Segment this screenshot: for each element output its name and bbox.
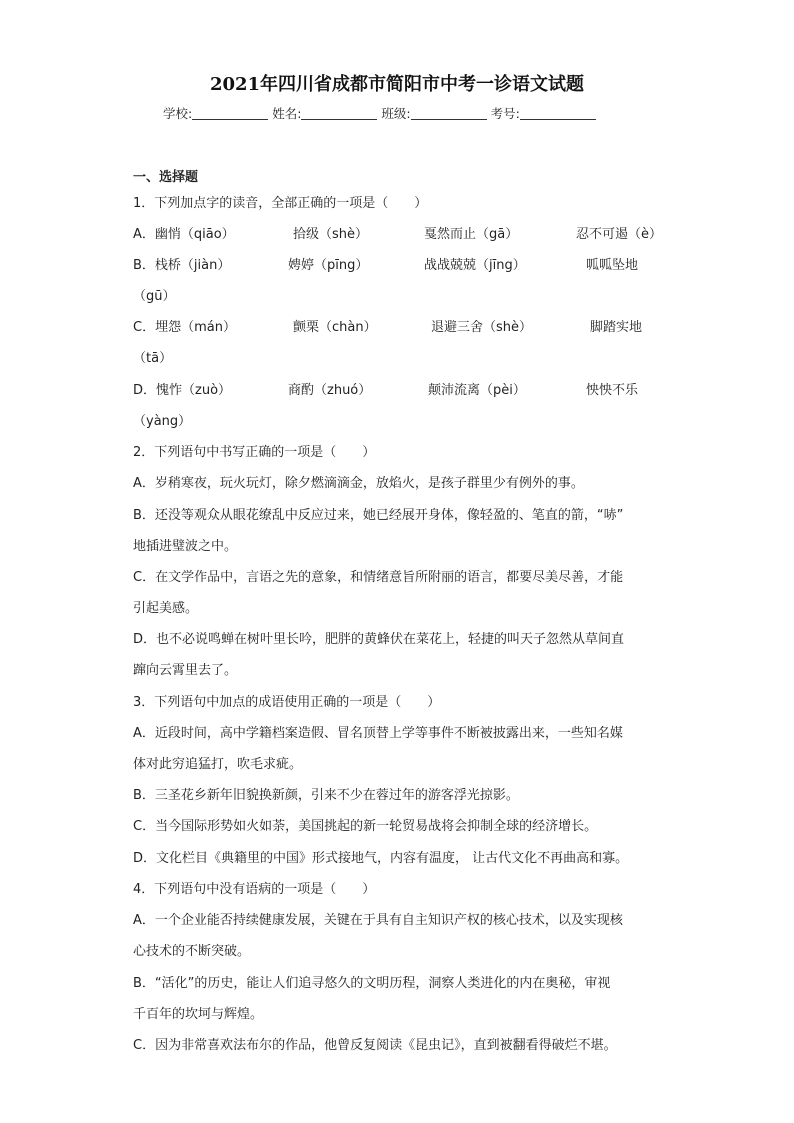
page-title: 2021年四川省成都市简阳市中考一诊语文试题 [209,74,585,95]
q1-option-a-1: A．幽悄（qiāo） [133,227,235,242]
section-heading: 一、选择题 [133,170,199,185]
q1-option-c-4: 脚踏实地 [590,320,643,335]
q2-option-d-line1: D．也不必说鸣蝉在树叶里长吟，肥胖的黄蜂伏在菜花上，轻捷的叫天子忽然从草间直 [133,632,625,647]
q2-option-c-line1: C．在文学作品中，言语之先的意象，和情绪意旨所附丽的语言，都要尽美尽善，才能 [133,570,624,585]
q1-option-d-wrap: （yàng） [133,414,192,429]
q1-option-b-1: B．栈桥（jiàn） [133,258,231,273]
q1-option-b-wrap: （gū） [133,289,176,304]
class-label: 班级: [381,106,411,121]
q4-option-b-line2: 千百年的坎坷与辉煌。 [133,1007,264,1022]
q2-stem: 2．下列语句中书写正确的一项是（ ） [133,445,376,460]
q1-option-b-3: 战战兢兢（jīng） [424,258,526,273]
q3-option-c: C．当今国际形势如火如荼，美国挑起的新一轮贸易战将会抑制全球的经济增长。 [133,819,598,834]
q3-option-d: D．文化栏目《典籍里的中国》形式接地气，内容有温度， 让古代文化不再曲高和寡。 [133,851,629,866]
q1-option-a-2: 拾级（shè） [293,227,369,242]
q2-option-b-line1: B．还没等观众从眼花缭乱中反应过来，她已经展开身体，像轻盈的、笔直的箭，“哧” [133,508,624,523]
q3-option-a-line1: A．近段时间，高中学籍档案造假、冒名顶替上学等事件不断被披露出来，一些知名媒 [133,726,623,741]
q1-option-d-2: 商酌（zhuó） [288,383,372,398]
q2-option-a: A．岁稍寒夜，玩火玩灯，除夕燃滴滴金，放焰火，是孩子群里少有例外的事。 [133,476,584,491]
q1-option-d-3: 颠沛流离（pèi） [428,383,526,398]
exam-no-blank[interactable] [520,106,596,120]
q2-option-c-line2: 引起美感。 [133,601,199,616]
q2-option-b-line2: 地插进璧波之中。 [133,539,238,554]
q3-option-b: B．三圣花乡新年旧貌换新颜，引来不少在蓉过年的游客浮光掠影。 [133,788,519,803]
q1-option-a-4: 忍不可遏（è） [576,227,662,242]
q1-option-d-1: D．愧怍（zuò） [133,383,232,398]
name-label: 姓名: [272,106,302,121]
q1-option-b-4: 呱呱坠地 [586,258,639,273]
school-blank[interactable] [192,106,268,120]
q4-option-b-line1: B．“活化”的历史，能让人们追寻悠久的文明历程，洞察人类进化的内在奥秘，审视 [133,976,611,991]
q1-option-c-3: 退避三舍（shè） [431,320,533,335]
q1-option-c-1: C．埋怨（mán） [133,320,236,335]
q4-option-c: C．因为非常喜欢法布尔的作品，他曾反复阅读《昆虫记》，直到被翻看得破烂不堪。 [133,1038,617,1053]
q4-stem: 4．下列语句中没有语病的一项是（ ） [133,882,376,897]
name-blank[interactable] [301,106,377,120]
class-blank[interactable] [411,106,487,120]
q4-option-a-line1: A．一个企业能否持续健康发展，关键在于具有自主知识产权的核心技术，以及实现核 [133,913,623,928]
q1-option-c-2: 颤栗（chàn） [293,320,377,335]
q1-option-b-2: 娉婷（pīng） [288,258,369,273]
q4-option-a-line2: 心技术的不断突破。 [133,944,251,959]
q1-option-c-wrap: （tā） [133,351,173,366]
student-info-line [163,104,596,122]
q3-option-a-line2: 体对此穷追猛打，吹毛求疵。 [133,757,303,772]
q1-stem: 1．下列加点字的读音，全部正确的一项是（ ） [133,196,428,211]
exam-no-label: 考号: [490,106,520,121]
q1-option-a-3: 戛然而止（gā） [424,227,519,242]
school-label: 学校: [163,106,193,121]
q3-stem: 3．下列语句中加点的成语使用正确的一项是（ ） [133,695,441,710]
q1-option-d-4: 怏怏不乐 [586,383,639,398]
q2-option-d-line2: 蹿向云霄里去了。 [133,663,238,678]
